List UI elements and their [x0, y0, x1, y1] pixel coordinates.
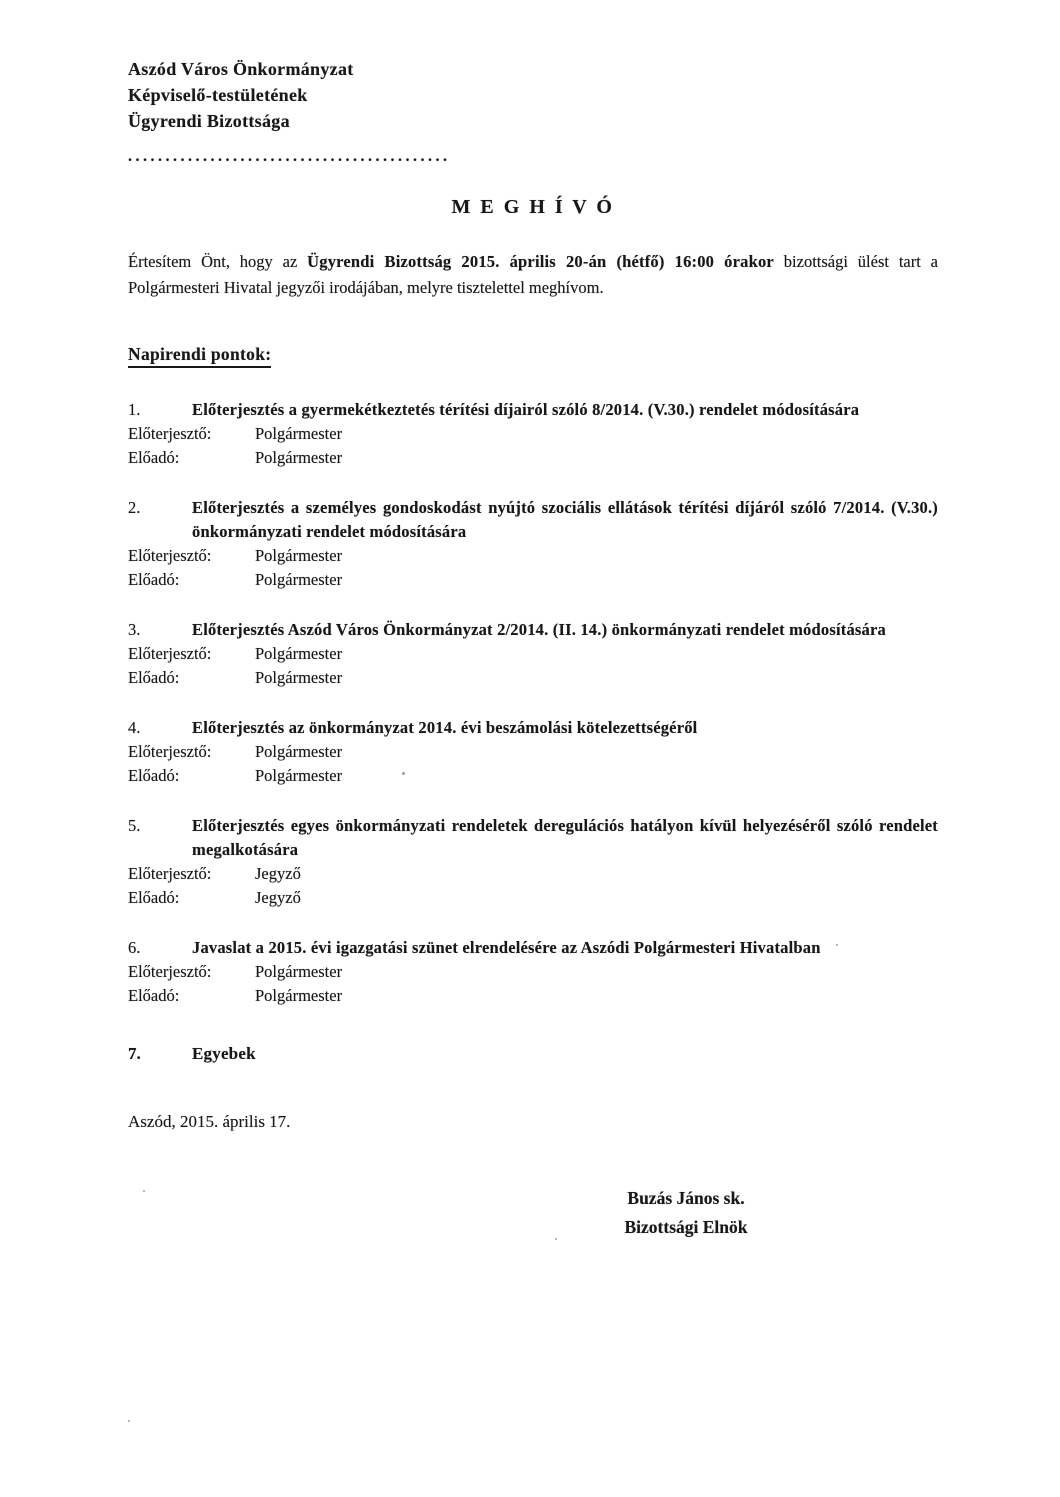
item-number: 1.	[128, 399, 141, 419]
presenter-value: Polgármester	[255, 643, 343, 663]
item-number: 3.	[128, 619, 141, 639]
sender-line-3: Ügyrendi Bizottsága	[128, 111, 290, 131]
signature-title: Bizottsági Elnök	[624, 1216, 748, 1237]
item-title: Előterjesztés a személyes gondoskodást nyújtó szociális ellátások térítési díjáról szóló 7/2014. (V.30.) önkormányzati rendelet módosítására	[192, 497, 938, 541]
presenter-label: Előterjesztő:	[128, 423, 212, 443]
scan-speck	[555, 1238, 557, 1240]
item-number: 5.	[128, 815, 141, 835]
speaker-value: Polgármester	[255, 985, 343, 1005]
speaker-value: Jegyző	[255, 887, 301, 907]
intro-paragraph	[128, 249, 938, 301]
agenda-item-4	[128, 716, 938, 788]
speaker-label: Előadó:	[128, 765, 180, 785]
presenter-label: Előterjesztő:	[128, 643, 212, 663]
agenda-item-7	[128, 1042, 938, 1066]
speaker-value: Polgármester	[255, 667, 343, 687]
intro-text-bold: Ügyrendi Bizottság 2015. április 20-án (hétfő) 16:00 órakor	[307, 252, 774, 271]
presenter-label: Előterjesztő:	[128, 863, 212, 883]
speaker-label: Előadó:	[128, 447, 180, 467]
presenter-label: Előterjesztő:	[128, 545, 212, 565]
item-title: Előterjesztés a gyermekétkeztetés térítési díjairól szóló 8/2014. (V.30.) rendelet módosítására	[192, 399, 860, 419]
presenter-label: Előterjesztő:	[128, 961, 212, 981]
agenda-item-1	[128, 398, 938, 470]
item-title: Előterjesztés egyes önkormányzati rendeletek deregulációs hatályon kívül helyezéséről szóló rendelet megalkotására	[192, 815, 938, 859]
scan-speck	[128, 1420, 130, 1422]
presenter-value: Polgármester	[255, 961, 343, 981]
speaker-label: Előadó:	[128, 887, 180, 907]
presenter-value: Jegyző	[255, 863, 301, 883]
presenter-label: Előterjesztő:	[128, 741, 212, 761]
scan-speck	[143, 1190, 145, 1192]
presenter-value: Polgármester	[255, 423, 343, 443]
item-number: 7.	[128, 1043, 141, 1063]
intro-text-post: bizottsági ülést tart a Polgármesteri Hivatal jegyzői irodájában, melyre tisztelettel meghívom.	[128, 252, 938, 297]
item-number: 6.	[128, 937, 141, 957]
agenda-list	[128, 398, 938, 1066]
date-line: Aszód, 2015. április 17.	[128, 1111, 291, 1131]
presenter-value: Polgármester	[255, 545, 343, 565]
agenda-item-5	[128, 814, 938, 910]
agenda-heading: Napirendi pontok:	[128, 344, 271, 368]
sender-block	[128, 56, 938, 134]
item-number: 4.	[128, 717, 141, 737]
item-title: Egyebek	[192, 1043, 256, 1063]
signature-name: Buzás János sk.	[627, 1187, 745, 1208]
speaker-value: Polgármester	[255, 447, 343, 467]
agenda-item-3	[128, 618, 938, 690]
speaker-value: Polgármester	[255, 765, 343, 785]
scan-speck	[836, 944, 838, 946]
agenda-item-2	[128, 496, 938, 592]
dotted-separator: ...........................................	[128, 148, 451, 165]
item-title: Előterjesztés Aszód Város Önkormányzat 2/2014. (II. 14.) önkormányzati rendelet módosítására	[192, 619, 886, 639]
item-number: 2.	[128, 497, 141, 517]
speaker-label: Előadó:	[128, 569, 180, 589]
document-content	[128, 56, 938, 1242]
item-title: Javaslat a 2015. évi igazgatási szünet elrendelésére az Aszódi Polgármesteri Hivatalban	[192, 937, 821, 957]
scan-speck	[402, 772, 405, 775]
agenda-item-6	[128, 936, 938, 1008]
signature-block	[556, 1184, 816, 1242]
speaker-label: Előadó:	[128, 667, 180, 687]
intro-text-pre: Értesítem Önt, hogy az	[128, 252, 308, 271]
presenter-value: Polgármester	[255, 741, 343, 761]
speaker-label: Előadó:	[128, 985, 180, 1005]
document-title: M E G H Í V Ó	[451, 196, 615, 218]
speaker-value: Polgármester	[255, 569, 343, 589]
sender-line-1: Aszód Város Önkormányzat	[128, 59, 354, 79]
sender-line-2: Képviselő-testületének	[128, 85, 308, 105]
item-title: Előterjesztés az önkormányzat 2014. évi beszámolási kötelezettségéről	[192, 717, 698, 737]
